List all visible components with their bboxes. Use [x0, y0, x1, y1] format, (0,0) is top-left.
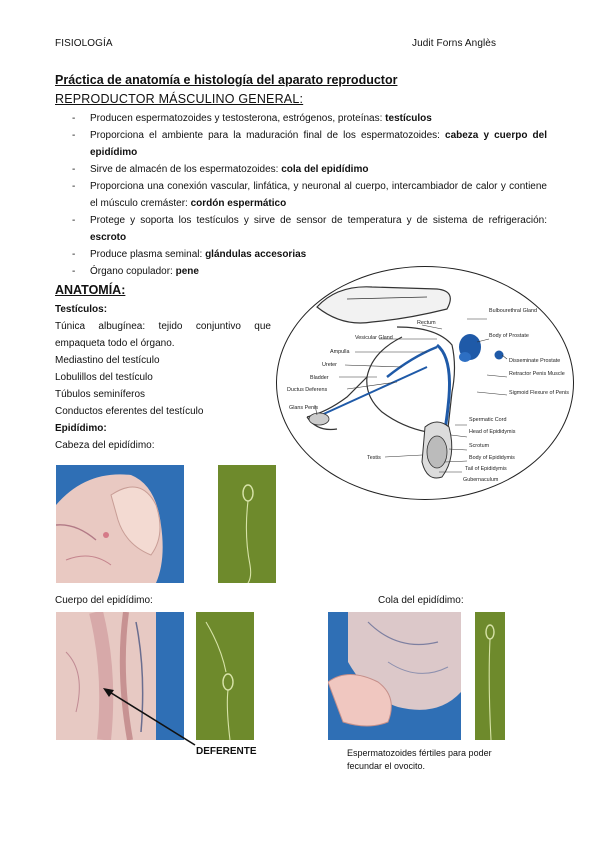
micro-cuerpo-epididimo: [196, 612, 254, 740]
deferente-arrow: [100, 685, 200, 750]
testiculos-label: Testículos:: [55, 304, 108, 315]
list-item: [55, 178, 547, 212]
bullet-text: Sirve de almacén de los espermatozoides:: [90, 164, 282, 175]
tunica-text: Túnica albugínea: tejido conjuntivo que empaqueta todo el órgano.: [55, 321, 271, 349]
bullet-bold: cordón espermático: [190, 198, 287, 209]
bullet-bold: pene: [175, 266, 199, 277]
label-ureter: Ureter: [322, 362, 337, 368]
micro-cabeza-epididimo: [218, 465, 276, 583]
bullet-marker: -: [72, 215, 76, 226]
label-disseminate: Disseminate Prostate: [509, 358, 561, 364]
section-title: REPRODUCTOR MÁSCULINO GENERAL:: [55, 92, 304, 106]
bullet-text: Produce plasma seminal:: [90, 249, 206, 260]
bullet-marker: -: [72, 113, 76, 124]
anatomy-item: Mediastino del testículo: [55, 355, 160, 366]
anatomy-title: ANATOMÍA:: [55, 283, 126, 297]
bullet-bold: cola del epidídimo: [281, 164, 369, 175]
bullet-marker: -: [72, 266, 76, 277]
list-item: [55, 246, 547, 263]
photo-cabeza-epididimo: [56, 465, 184, 583]
tissue-illustration: [56, 465, 184, 583]
label-bladder: Bladder: [310, 375, 329, 381]
anatomy-text: [55, 301, 271, 454]
bullet-bold: testículos: [385, 113, 432, 124]
bullet-marker: -: [72, 130, 76, 141]
sperm-illustration: [475, 612, 505, 740]
tissue-illustration: [328, 612, 461, 740]
header-subject: FISIOLOGÍA: [55, 38, 113, 49]
bullet-bold: cabeza y cuerpo del epidídimo: [90, 130, 547, 158]
cabeza-label: Cabeza del epidídimo:: [55, 440, 155, 451]
anatomy-item: Conductos eferentes del testículo: [55, 406, 204, 417]
caption-cuerpo: Cuerpo del epidídimo:: [55, 595, 153, 606]
epididimo-label: Epidídimo:: [55, 423, 107, 434]
label-gubernaculum: Gubernaculum: [463, 477, 499, 483]
diagram-illustration: [277, 267, 573, 499]
sperm-illustration: [196, 612, 254, 740]
caption-espermatozoides: Espermatozoides fértiles para poder fecundar el ovocito.: [347, 748, 492, 771]
anatomy-item: Túbulos seminíferos: [55, 389, 146, 400]
bullet-text: Protege y soporta los testículos y sirve de sensor de temperatura y de sistema de refrigeración:: [90, 215, 547, 226]
sperm-illustration: [218, 465, 276, 583]
bullet-bold: glándulas accesorias: [205, 249, 307, 260]
list-item: [55, 161, 547, 178]
label-ampulla: Ampulla: [330, 349, 350, 355]
page-title: Práctica de anatomía e histología del aparato reproductor: [55, 73, 398, 87]
label-body-epi: Body of Epididymis: [469, 455, 515, 461]
label-tail-epi: Tail of Epididymis: [465, 466, 507, 472]
label-glans: Glans Penis: [289, 405, 319, 411]
bullet-marker: -: [72, 249, 76, 260]
bullet-bold: escroto: [90, 232, 127, 243]
label-ductus: Ductus Deferens: [287, 387, 328, 393]
caption-cola: Cola del epidídimo:: [378, 595, 464, 606]
photo-cola-epididimo: [328, 612, 461, 740]
bullet-text: Producen espermatozoides y testosterona, estrógenos, proteínas:: [90, 113, 386, 124]
label-rectum: Rectum: [417, 320, 436, 326]
label-body-prostate: Body of Prostate: [489, 333, 529, 339]
label-retractor: Retractor Penis Muscle: [509, 371, 565, 377]
list-item: [55, 110, 547, 127]
micro-cola-epididimo: [475, 612, 505, 740]
bullet-text: Órgano copulador:: [90, 266, 176, 277]
label-head-epi: Head of Epididymis: [469, 429, 516, 435]
label-scrotum: Scrotum: [469, 443, 490, 449]
caption-deferente: DEFERENTE: [196, 746, 257, 757]
bullet-marker: -: [72, 164, 76, 175]
header-author: Judit Forns Anglès: [412, 38, 497, 49]
label-vesicular: Vesicular Gland: [355, 335, 393, 341]
label-bulbourethral: Bulbourethral Gland: [489, 308, 537, 314]
label-testis: Testis: [367, 455, 381, 461]
label-sigmoid: Sigmoid Flexure of Penis: [509, 390, 569, 396]
anatomy-item: Lobulillos del testículo: [55, 372, 153, 383]
bullet-text: Proporciona el ambiente para la maduración final de los espermatozoides:: [90, 130, 446, 141]
bullet-list: [55, 110, 547, 280]
bullet-text: Proporciona una conexión vascular, linfática, y neuronal al cuerpo, intercambiador de calor y contiene el músculo cremáster:: [90, 181, 547, 209]
list-item: [55, 127, 547, 161]
bullet-marker: -: [72, 181, 76, 192]
label-spermatic: Spermatic Cord: [469, 417, 507, 423]
reproductive-diagram: [276, 266, 574, 500]
list-item: [55, 212, 547, 246]
